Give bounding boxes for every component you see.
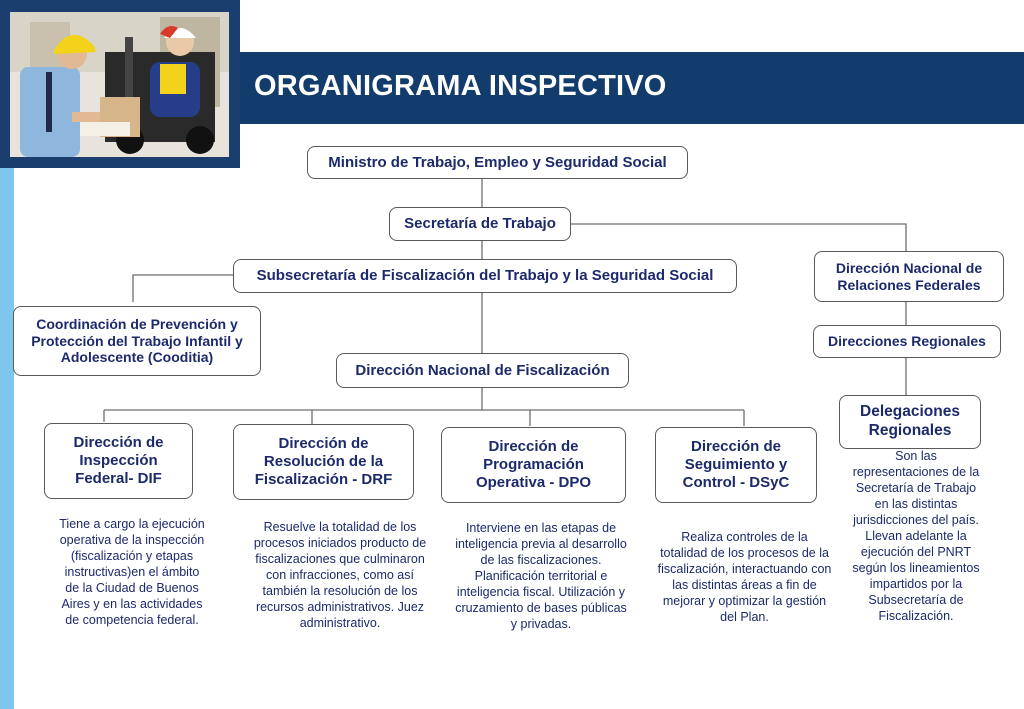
node-ministro-label: Ministro de Trabajo, Empleo y Seguridad Social [328, 153, 667, 171]
node-dsyc [655, 427, 817, 503]
node-drf-label: Dirección de Resolución de la Fiscalización - DRF [254, 435, 393, 488]
node-dpo [441, 427, 626, 503]
node-delegaciones [839, 395, 981, 449]
node-subsecretaria [233, 259, 737, 293]
node-drf [233, 424, 414, 500]
node-dsyc-label: Dirección de Seguimiento y Control - DSyC [682, 438, 790, 491]
node-dnrf-label: Dirección Nacional de Relaciones Federales [835, 259, 983, 293]
description-drf: Resuelve la totalidad de los procesos iniciados producto de fiscalizaciones que culminaron con infracciones, como así también la resolución de los recursos administrativos. Juez administrativo. [253, 520, 427, 630]
node-dnf [336, 353, 629, 388]
node-dif [44, 423, 193, 499]
node-regionales [813, 325, 1001, 358]
page-title: ORGANIGRAMA INSPECTIVO [254, 70, 667, 102]
node-delegaciones-label: Delegaciones Regionales [860, 403, 960, 439]
node-ministro [307, 146, 688, 179]
connector-subsecretaria-cooditia [133, 275, 233, 302]
node-secretaria [389, 207, 571, 241]
description-delegaciones: Son las representaciones de la Secretaría de Trabajo en las distintas jurisdicciones del país. Llevan adelante la ejecución del PNRT según los lineamientos impartidos por la Subsecretaría de Fiscalización. [852, 449, 980, 623]
connector-secretaria-dnrf [570, 224, 906, 252]
node-dif-label: Dirección de Inspección Federal- DIF [73, 434, 164, 487]
node-dnrf [814, 251, 1004, 302]
node-subsecretaria-label: Subsecretaría de Fiscalización del Trabajo y la Seguridad Social [256, 267, 714, 284]
description-dsyc: Realiza controles de la totalidad de los procesos de la fiscalización, interactuando con las distintas áreas a fin de mejorar y optimizar la gestión del Plan. [657, 530, 832, 624]
description-dif: Tiene a cargo la ejecución operativa de la inspección (fiscalización y etapas instructivas)en el ámbito de la Ciudad de Buenos Aires y en las actividades de competencia federal. [59, 517, 205, 627]
node-secretaria-label: Secretaría de Trabajo [404, 215, 556, 232]
node-cooditia-label: Coordinación de Prevención y Protección del Trabajo Infantil y Adolescente (Cooditia) [31, 315, 243, 366]
node-dpo-label: Dirección de Programación Operativa - DPO [475, 438, 592, 491]
node-dnf-label: Dirección Nacional de Fiscalización [355, 361, 610, 379]
node-regionales-label: Direcciones Regionales [828, 333, 986, 350]
node-cooditia [13, 306, 261, 376]
description-dpo: Interviene en las etapas de inteligencia previa al desarrollo de las fiscalizaciones. Planificación territorial e inteligencia fiscal. Utilización y cruzamiento de bases públicas y privadas. [455, 521, 627, 631]
